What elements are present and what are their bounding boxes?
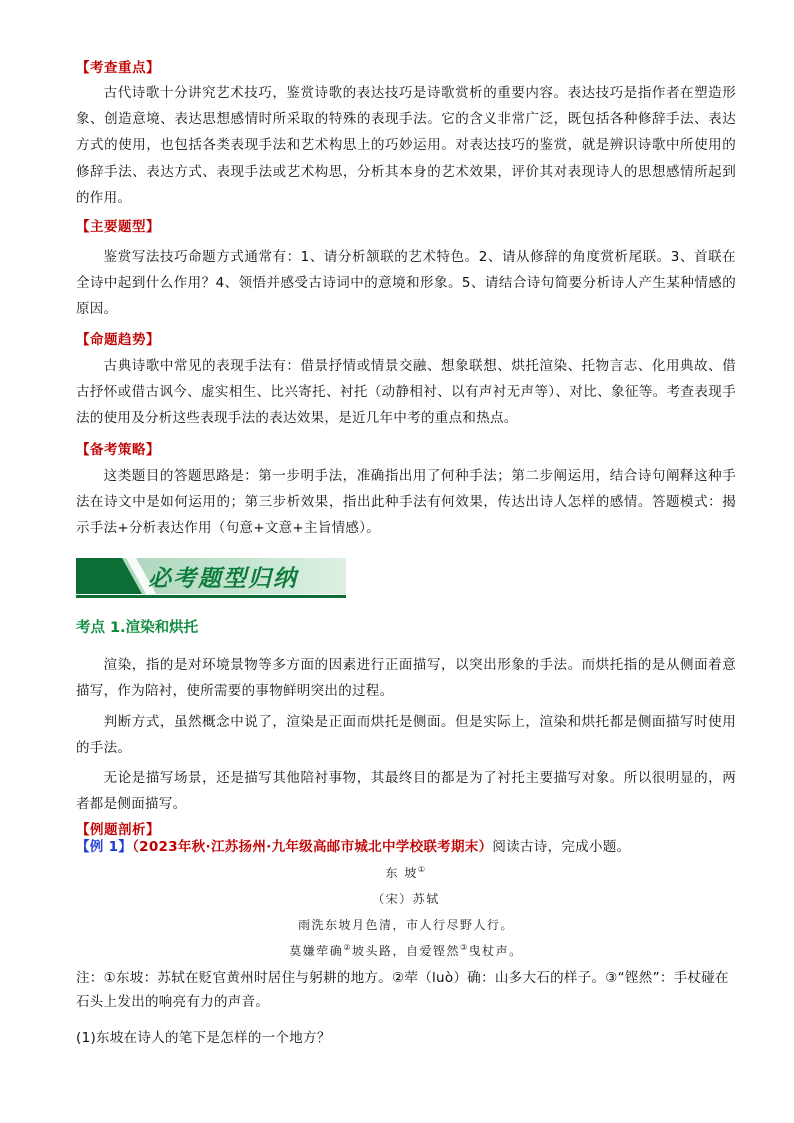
poem-line-2-part-a: 莫嫌荦确 xyxy=(289,944,344,958)
poem-title-text: 东 坡 xyxy=(385,866,418,880)
strategy-paragraph: 这类题目的答题思路是：第一步明手法，准确指出用了何种手法；第二步阐运用，结合诗句阐释这种手法在诗文中是如何运用的；第三步析效果，指出此种手法有何效果，传达出诗人怎样的感情。答题模式：揭示手法+分析表达作用（句意+文意+主旨情感）。 xyxy=(76,468,736,537)
kaodian-paragraph-2: 判断方式，虽然概念中说了，渲染是正面而烘托是侧面。但是实际上，渲染和烘托都是侧面描写时使用的手法。 xyxy=(76,714,736,757)
poem-footnote-mark-3: ③ xyxy=(460,943,469,952)
poem-line-2-part-c: 曳杖声。 xyxy=(468,944,523,958)
kaodian-title: 考点 1.渲染和烘托 xyxy=(76,620,199,636)
trend-paragraph: 古典诗歌中常见的表现手法有：借景抒情或情景交融、想象联想、烘托渲染、托物言志、化用典故、借古抒怀或借古讽今、虚实相生、比兴寄托、衬托（动静相衬、以有声衬无声等）、对比、象征等。考查表现手法的使用及分析这些表现手法的表达效果，是近几年中考的重点和热点。 xyxy=(76,358,736,427)
poem-notes: 注：①东坡：苏轼在贬官黄州时居住与躬耕的地方。②荦（luò）确：山多大石的样子。③“铿然”：手杖碰在石头上发出的响亮有力的声音。 xyxy=(76,970,729,1010)
focus-paragraph: 古代诗歌十分讲究艺术技巧，鉴赏诗歌的表达技巧是诗歌赏析的重要内容。表达技巧是指作者在塑造形象、创造意境、表达思想感情时所采取的特殊的表现手法。它的含义非常广泛，既包括各种修辞手法、表达方式的使用，也包括各类表现手法和艺术构思上的巧妙运用。对表达技巧的鉴赏，就是辨识诗歌中所使用的修辞手法、表达方式、表现手法或艺术构思，分析其本身的艺术效果，评价其对表现诗人的思想感情所起到的作用。 xyxy=(76,85,736,206)
banner-title: 必考题型归纳 xyxy=(148,565,298,592)
types-tag: 【主要题型】 xyxy=(76,219,160,235)
poem-author: （宋）苏轼 xyxy=(372,892,440,906)
question-1: (1)东坡在诗人的笔下是怎样的一个地方？ xyxy=(76,1030,331,1046)
poem-line-2-part-b: 坡头路，自爱铿然 xyxy=(351,944,460,958)
example-heading xyxy=(76,835,630,855)
trend-tag: 【命题趋势】 xyxy=(76,332,160,348)
poem-line-2 xyxy=(76,942,736,959)
example-label: 【例 1】 xyxy=(76,839,133,855)
focus-tag: 【考查重点】 xyxy=(76,60,160,76)
types-paragraph: 鉴赏写法技巧命题方式通常有：1、请分析颔联的艺术特色。2、请从修辞的角度赏析尾联。3、首联在全诗中起到什么作用？4、领悟并感受古诗词中的意境和形象。5、请结合诗句简要分析诗人产生某种情感的原因。 xyxy=(76,249,736,318)
poem-line-1: 雨洗东坡月色清，市人行尽野人行。 xyxy=(297,918,514,932)
example-instruction: 阅读古诗，完成小题。 xyxy=(492,839,631,855)
poem-footnote-mark-2: ② xyxy=(343,943,352,952)
poem-title xyxy=(76,864,736,881)
kaodian-paragraph-1: 渲染，指的是对环境景物等多方面的因素进行正面描写，以突出形象的手法。而烘托指的是从侧面着意描写，作为陪衬，使所需要的事物鲜明突出的过程。 xyxy=(76,657,736,700)
example-tag: 【例题剖析】 xyxy=(76,822,160,838)
kaodian-paragraph-3: 无论是描写场景，还是描写其他陪衬事物，其最终目的都是为了衬托主要描写对象。所以很明显的，两者都是侧面描写。 xyxy=(76,770,736,813)
poem-title-footnote-mark: ① xyxy=(417,865,427,874)
example-source: （2023年秋·江苏扬州·九年级高邮市城北中学校联考期末） xyxy=(132,839,493,855)
strategy-tag: 【备考策略】 xyxy=(76,442,160,458)
